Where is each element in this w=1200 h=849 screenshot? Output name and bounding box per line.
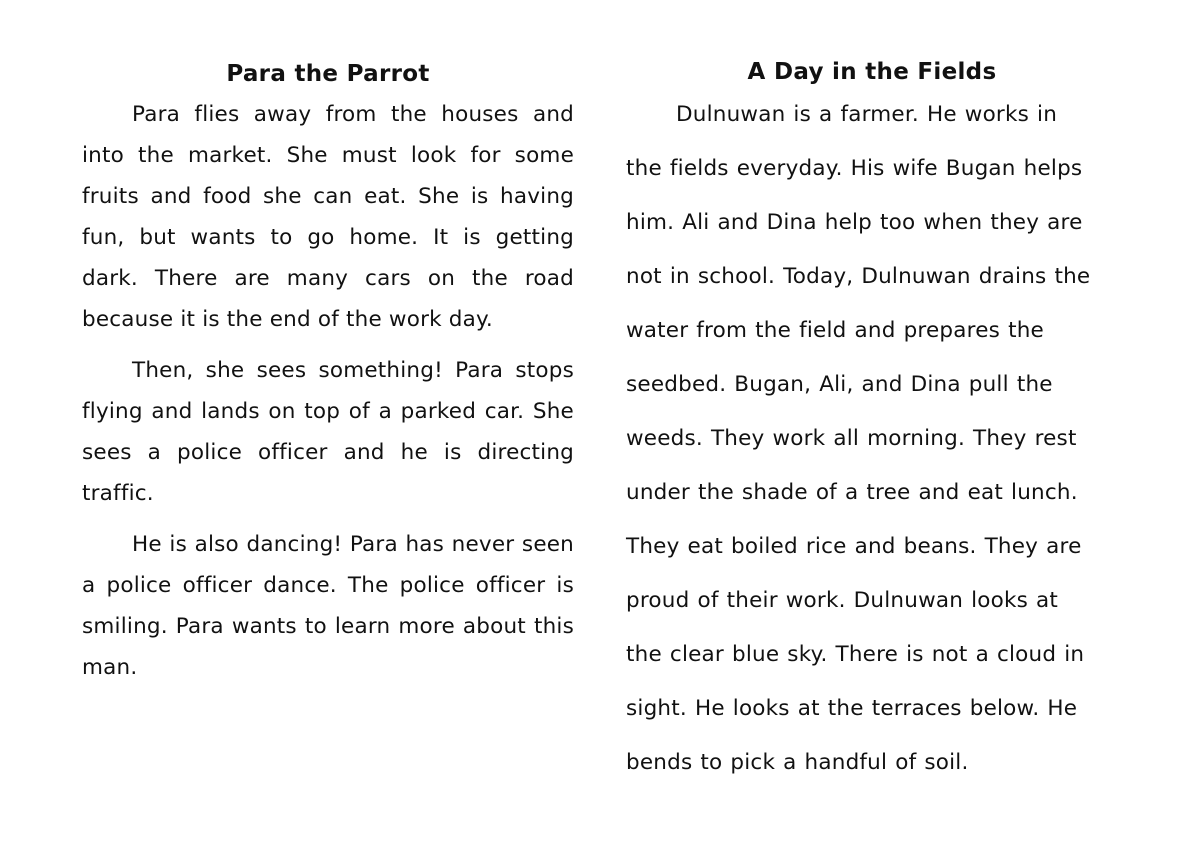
right-story-line-6: seedbed. Bugan, Ali, and Dina pull the xyxy=(626,372,1053,397)
right-story-line-9: They eat boiled rice and beans. They are xyxy=(626,534,1082,559)
right-story-line-13: bends to pick a handful of soil. xyxy=(626,750,969,775)
left-story-paragraph-1: Para flies away from the houses and into the market. She must look for some fruits and food she can eat. She is having fun, but wants to go home. It is getting dark. There are many cars on the road because it is the end of the work day. xyxy=(82,102,574,332)
left-story-title: Para the Parrot xyxy=(226,61,430,87)
right-story-line-3: him. Ali and Dina help too when they are xyxy=(626,210,1083,235)
left-story-paragraph-3: He is also dancing! Para has never seen a police officer dance. The police officer is smiling. Para wants to learn more about this man. xyxy=(82,532,574,680)
right-story-line-4: not in school. Today, Dulnuwan drains the xyxy=(626,264,1091,289)
right-story-title: A Day in the Fields xyxy=(747,59,997,85)
right-story-line-12: sight. He looks at the terraces below. He xyxy=(626,696,1078,721)
right-story-line-2: the fields everyday. His wife Bugan helps xyxy=(626,156,1083,181)
right-story-line-8: under the shade of a tree and eat lunch. xyxy=(626,480,1078,505)
right-story-line-1: Dulnuwan is a farmer. He works in xyxy=(676,102,1058,127)
right-story-line-10: proud of their work. Dulnuwan looks at xyxy=(626,588,1059,613)
right-story-line-11: the clear blue sky. There is not a cloud in xyxy=(626,642,1085,667)
right-story xyxy=(626,0,1118,790)
right-story-line-7: weeds. They work all morning. They rest xyxy=(626,426,1077,451)
right-story-paragraph xyxy=(626,88,1118,790)
left-story xyxy=(82,0,574,698)
right-story-line-5: water from the field and prepares the xyxy=(626,318,1044,343)
left-story-paragraph-2: Then, she sees something! Para stops flying and lands on top of a parked car. She sees a police officer and he is directing traffic. xyxy=(82,358,574,506)
